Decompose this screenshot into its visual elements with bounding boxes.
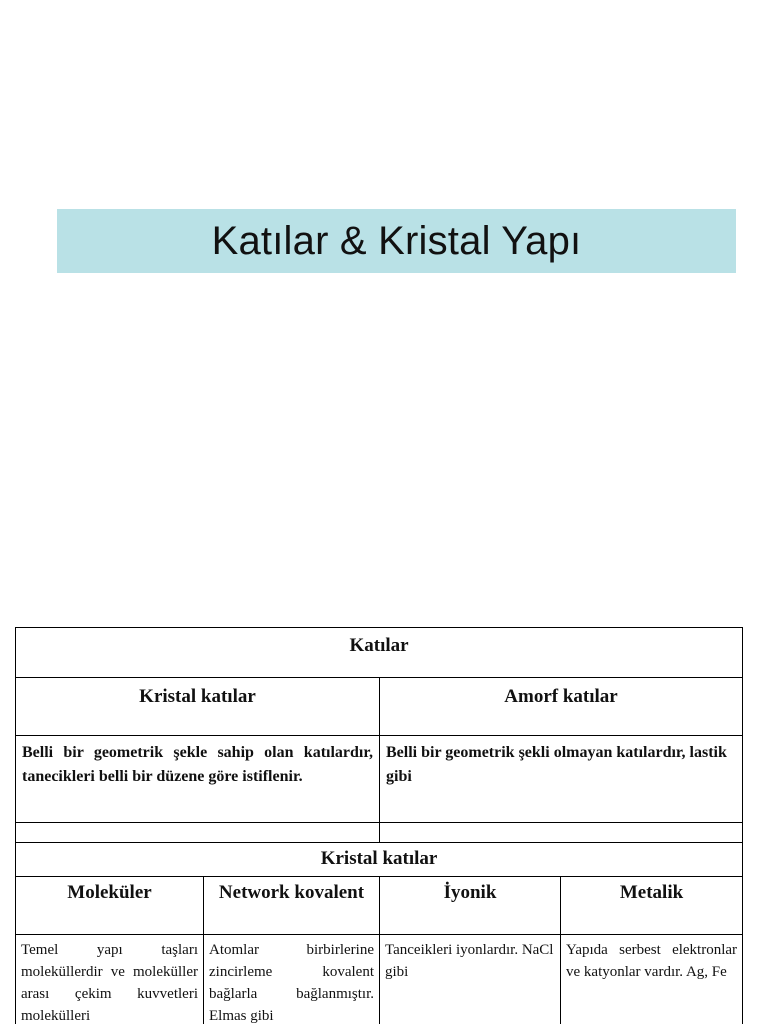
crystal-type-network: Network kovalent (204, 877, 380, 935)
crystal-type-moleculer: Moleküler (16, 877, 204, 935)
crystal-desc-moleculer: Temel yapı taşları moleküllerdir ve moleküller arası çekim kuvvetleri molekülleri (16, 935, 204, 1024)
empty-cell-left (16, 823, 380, 843)
top-header: Katılar (16, 628, 743, 678)
kristal-sub-header: Kristal katılar (16, 843, 743, 877)
amorf-header: Amorf katılar (380, 678, 743, 736)
empty-cell-right (380, 823, 743, 843)
kristal-header: Kristal katılar (16, 678, 380, 736)
crystal-desc-network: Atomlar birbirlerine zincirleme kovalent bağlarla bağlanmıştır. Elmas gibi (204, 935, 380, 1024)
kristal-description: Belli bir geometrik şekle sahip olan katılardır, tanecikleri belli bir düzene göre istiflenir. (16, 736, 380, 823)
crystal-type-ionic: İyonik (380, 877, 561, 935)
crystal-desc-ionic: Tanceikleri iyonlardır. NaCl gibi (380, 935, 561, 1024)
amorf-description: Belli bir geometrik şekli olmayan katılardır, lastik gibi (380, 736, 743, 823)
slide-title: Katılar & Kristal Yapı (211, 218, 582, 263)
crystal-desc-metallic: Yapıda serbest elektronlar ve katyonlar vardır. Ag, Fe (561, 935, 743, 1024)
solids-table (15, 627, 743, 1024)
solids-table-container (15, 627, 768, 1024)
crystal-type-metallic: Metalik (561, 877, 743, 935)
title-band (57, 209, 736, 273)
